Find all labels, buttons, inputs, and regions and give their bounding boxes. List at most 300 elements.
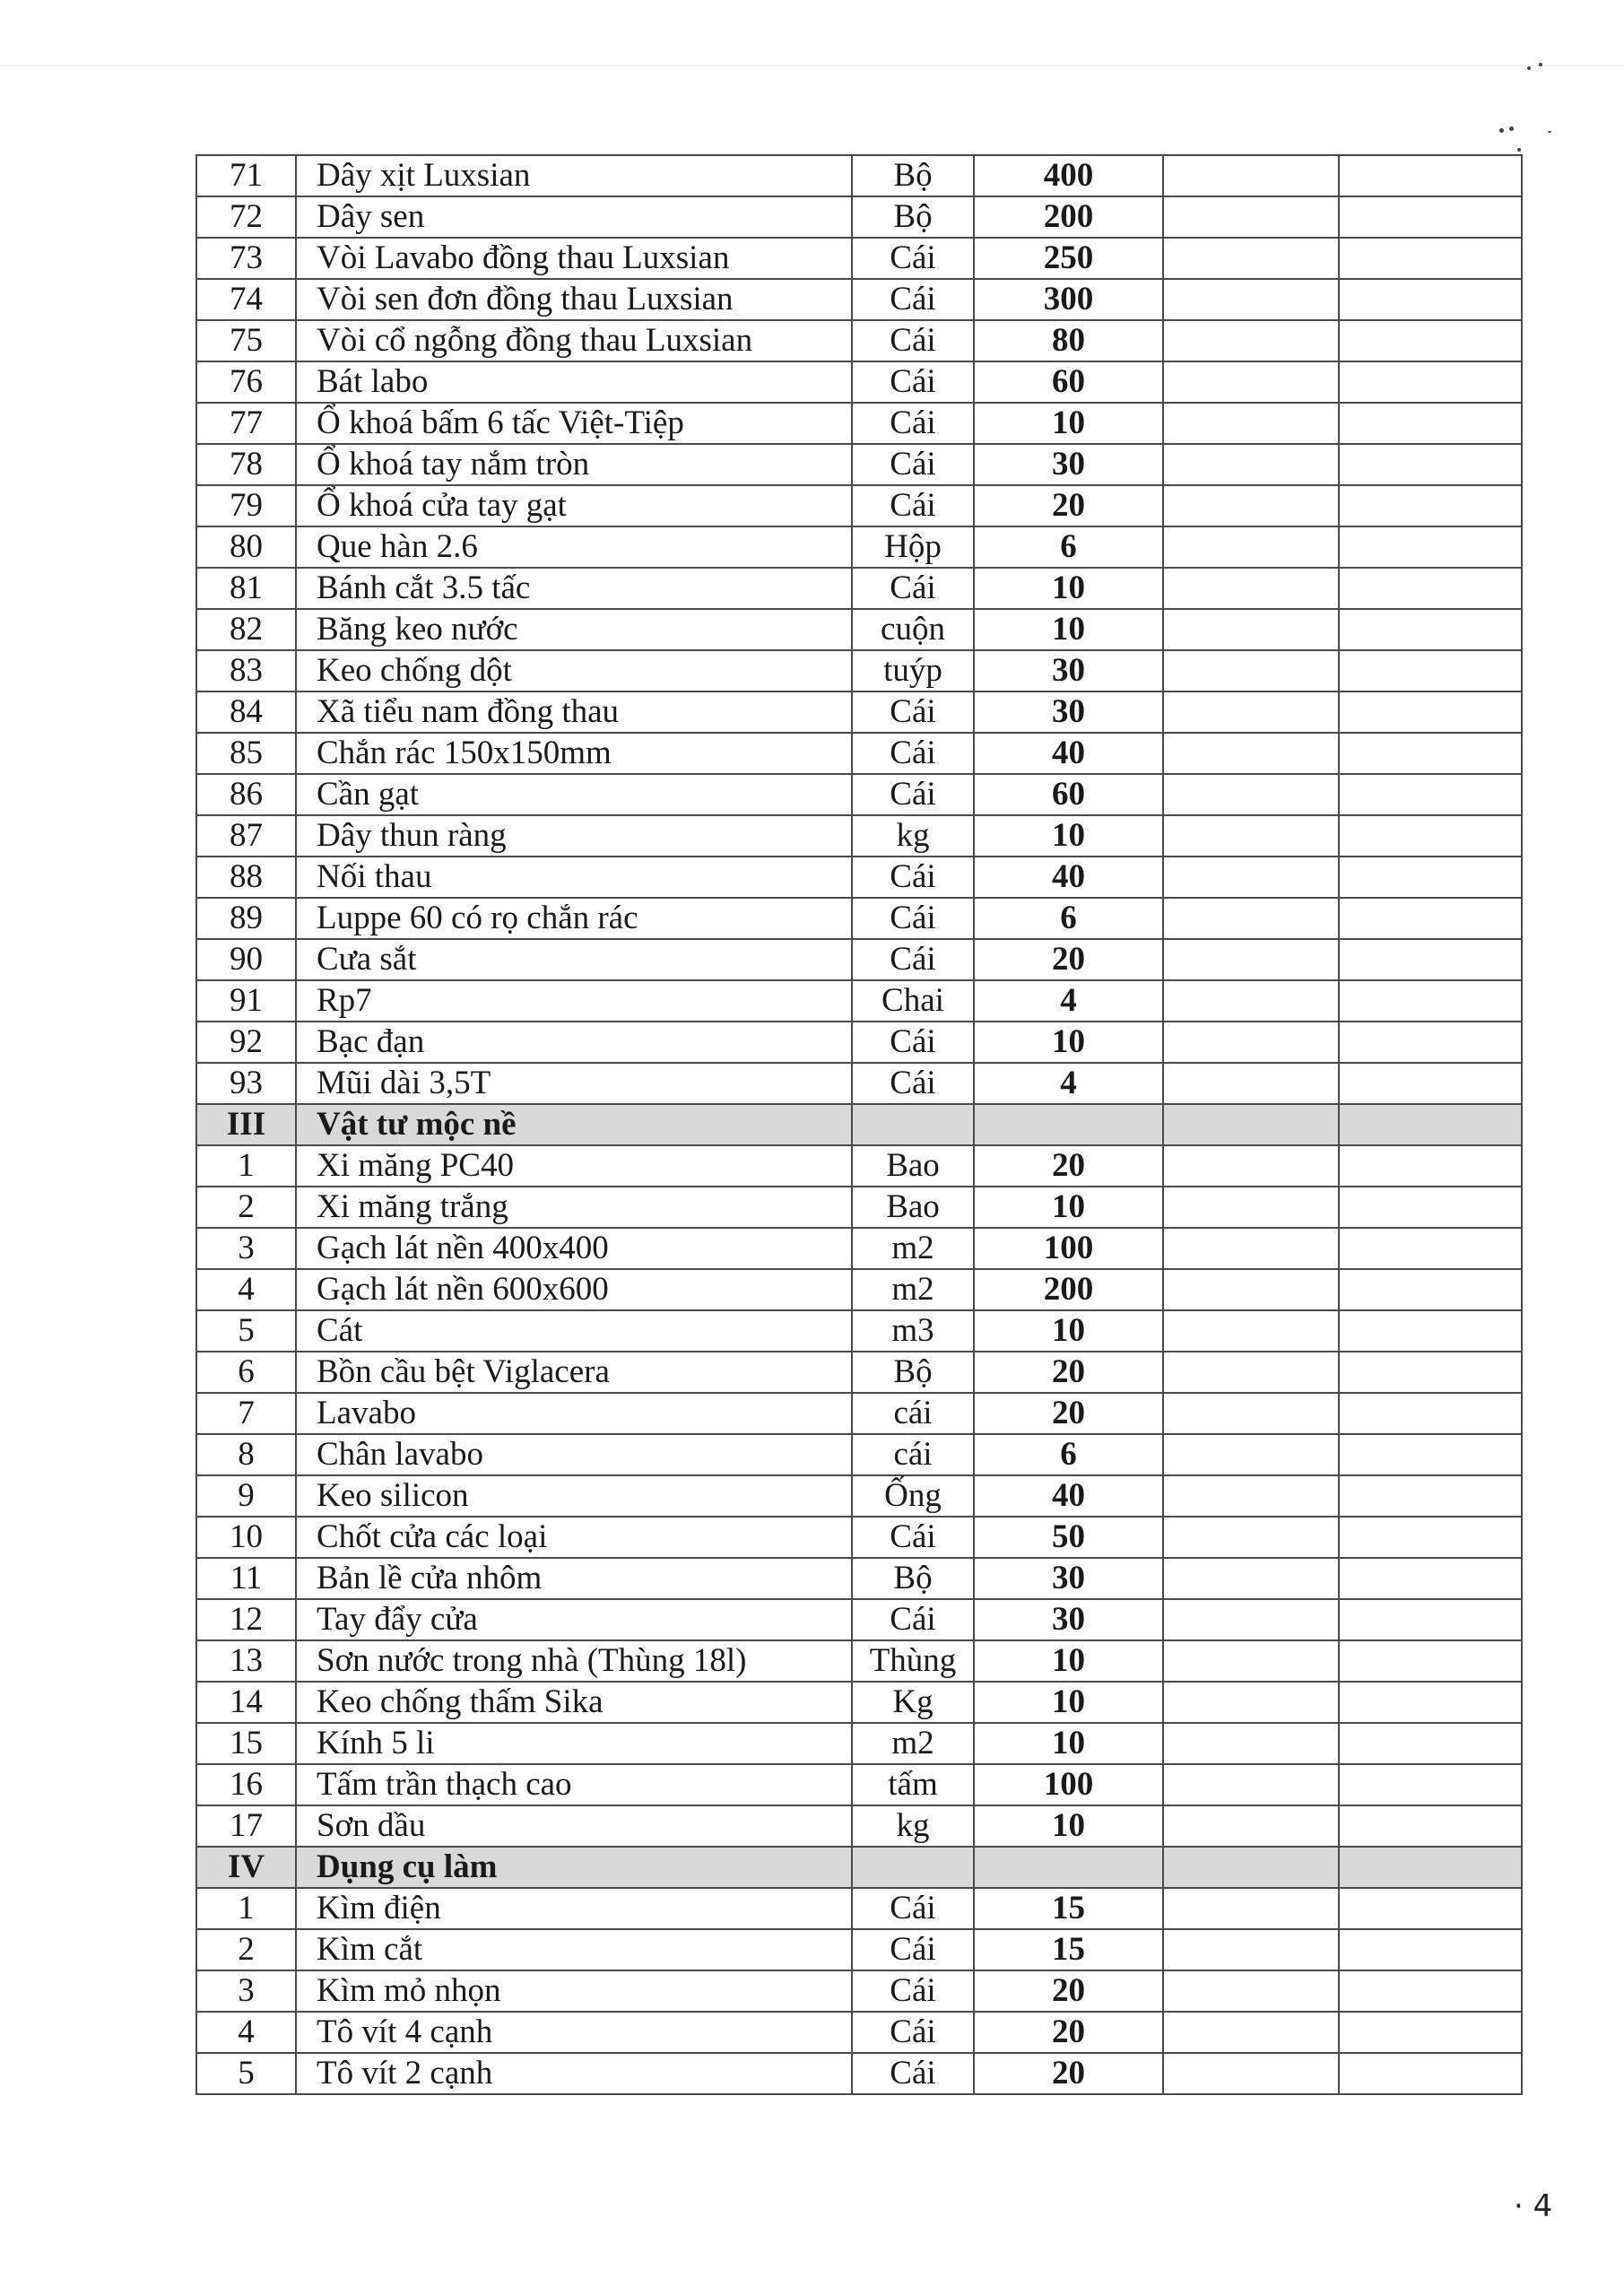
unit-cell: m3 — [852, 1310, 974, 1352]
row-number-cell: 2 — [196, 1929, 296, 1970]
table-row — [196, 361, 1522, 403]
table-row — [196, 1764, 1522, 1805]
table-row — [196, 733, 1522, 774]
table-row — [196, 1723, 1522, 1764]
unit-cell: Cái — [852, 1929, 974, 1970]
empty-cell — [1163, 857, 1339, 898]
item-name-cell: Xi măng trắng — [296, 1187, 852, 1228]
item-name-cell: Kìm mỏ nhọn — [296, 1970, 852, 2012]
item-name-cell: Cát — [296, 1310, 852, 1352]
unit-cell: Kg — [852, 1682, 974, 1723]
quantity-cell: 10 — [974, 815, 1163, 857]
item-name-cell: Tấm trần thạch cao — [296, 1764, 852, 1805]
page-number — [1514, 2188, 1552, 2224]
unit-cell: Cái — [852, 1970, 974, 2012]
empty-cell — [1339, 1888, 1522, 1929]
unit-cell: Bộ — [852, 1558, 974, 1599]
table-row — [196, 526, 1522, 568]
quantity-cell — [974, 1847, 1163, 1888]
item-name-cell: Chắn rác 150x150mm — [296, 733, 852, 774]
row-number-cell: 9 — [196, 1475, 296, 1517]
unit-cell: cuộn — [852, 609, 974, 650]
row-number-cell: 87 — [196, 815, 296, 857]
empty-cell — [1339, 444, 1522, 485]
unit-cell: kg — [852, 815, 974, 857]
row-number-cell: 12 — [196, 1599, 296, 1640]
empty-cell — [1339, 733, 1522, 774]
item-name-cell: Rp7 — [296, 980, 852, 1022]
empty-cell — [1339, 1970, 1522, 2012]
empty-cell — [1339, 609, 1522, 650]
item-name-cell: Bồn cầu bệt Viglacera — [296, 1352, 852, 1393]
item-name-cell: Dây thun ràng — [296, 815, 852, 857]
empty-cell — [1339, 196, 1522, 238]
item-name-cell: Gạch lát nền 400x400 — [296, 1228, 852, 1269]
unit-cell — [852, 1847, 974, 1888]
item-name-cell: Vòi cổ ngỗng đồng thau Luxsian — [296, 320, 852, 361]
item-name-cell: Bản lề cửa nhôm — [296, 1558, 852, 1599]
quantity-cell: 20 — [974, 2012, 1163, 2053]
row-number-cell: 91 — [196, 980, 296, 1022]
table-row — [196, 1022, 1522, 1063]
item-name-cell: Cần gạt — [296, 774, 852, 815]
quantity-cell: 20 — [974, 1145, 1163, 1187]
table-row — [196, 1558, 1522, 1599]
row-number-cell: 7 — [196, 1393, 296, 1434]
empty-cell — [1163, 196, 1339, 238]
empty-cell — [1163, 1599, 1339, 1640]
quantity-cell: 15 — [974, 1888, 1163, 1929]
empty-cell — [1339, 1599, 1522, 1640]
empty-cell — [1163, 526, 1339, 568]
empty-cell — [1163, 485, 1339, 526]
item-name-cell: Kính 5 li — [296, 1723, 852, 1764]
empty-cell — [1339, 1228, 1522, 1269]
scan-speck — [1539, 63, 1542, 66]
item-name-cell: Ổ khoá tay nắm tròn — [296, 444, 852, 485]
item-name-cell: Xã tiểu nam đồng thau — [296, 691, 852, 733]
empty-cell — [1163, 1393, 1339, 1434]
row-number-cell: 8 — [196, 1434, 296, 1475]
table-row — [196, 609, 1522, 650]
quantity-cell: 250 — [974, 238, 1163, 279]
table-row — [196, 444, 1522, 485]
row-number-cell: 81 — [196, 568, 296, 609]
table-row — [196, 196, 1522, 238]
empty-cell — [1339, 1847, 1522, 1888]
table-row — [196, 898, 1522, 939]
scan-edge-line — [0, 65, 1624, 66]
empty-cell — [1163, 1847, 1339, 1888]
quantity-cell: 10 — [974, 1682, 1163, 1723]
unit-cell: Hộp — [852, 526, 974, 568]
row-number-cell: 1 — [196, 1888, 296, 1929]
table-row — [196, 650, 1522, 691]
empty-cell — [1163, 2053, 1339, 2094]
empty-cell — [1339, 238, 1522, 279]
table-row — [196, 774, 1522, 815]
table-row — [196, 1434, 1522, 1475]
empty-cell — [1339, 361, 1522, 403]
table-row — [196, 568, 1522, 609]
unit-cell: m2 — [852, 1723, 974, 1764]
item-name-cell: Nối thau — [296, 857, 852, 898]
empty-cell — [1163, 1475, 1339, 1517]
quantity-cell: 50 — [974, 1517, 1163, 1558]
table-row — [196, 1063, 1522, 1104]
table-row — [196, 1352, 1522, 1393]
unit-cell: Cái — [852, 2012, 974, 2053]
empty-cell — [1163, 568, 1339, 609]
empty-cell — [1163, 1929, 1339, 1970]
table-row — [196, 980, 1522, 1022]
empty-cell — [1163, 939, 1339, 980]
quantity-cell: 30 — [974, 1558, 1163, 1599]
scan-speck — [1527, 66, 1531, 70]
unit-cell: cái — [852, 1393, 974, 1434]
quantity-cell: 10 — [974, 568, 1163, 609]
unit-cell: Bộ — [852, 196, 974, 238]
quantity-cell: 10 — [974, 609, 1163, 650]
item-name-cell: Vật tư mộc nề — [296, 1104, 852, 1145]
empty-cell — [1339, 155, 1522, 196]
item-name-cell: Vòi Lavabo đồng thau Luxsian — [296, 238, 852, 279]
table-row — [196, 279, 1522, 320]
empty-cell — [1339, 1434, 1522, 1475]
table-row — [196, 1228, 1522, 1269]
scan-speck — [1509, 126, 1514, 131]
empty-cell — [1339, 320, 1522, 361]
item-name-cell: Lavabo — [296, 1393, 852, 1434]
unit-cell: Cái — [852, 444, 974, 485]
empty-cell — [1163, 238, 1339, 279]
item-name-cell: Dây xịt Luxsian — [296, 155, 852, 196]
empty-cell — [1339, 2053, 1522, 2094]
quantity-cell: 30 — [974, 1599, 1163, 1640]
quantity-cell: 20 — [974, 1970, 1163, 2012]
quantity-cell: 80 — [974, 320, 1163, 361]
item-name-cell: Cưa sắt — [296, 939, 852, 980]
quantity-cell: 60 — [974, 774, 1163, 815]
unit-cell: m2 — [852, 1269, 974, 1310]
row-number-cell: 83 — [196, 650, 296, 691]
section-header-row — [196, 1104, 1522, 1145]
item-name-cell: Bánh cắt 3.5 tấc — [296, 568, 852, 609]
unit-cell: Bao — [852, 1145, 974, 1187]
empty-cell — [1163, 320, 1339, 361]
row-number-cell: 84 — [196, 691, 296, 733]
unit-cell: Cái — [852, 2053, 974, 2094]
unit-cell: kg — [852, 1805, 974, 1847]
scan-speck — [1548, 131, 1551, 133]
empty-cell — [1163, 1805, 1339, 1847]
empty-cell — [1163, 1104, 1339, 1145]
unit-cell: tuýp — [852, 650, 974, 691]
table-row — [196, 403, 1522, 444]
row-number-cell: 72 — [196, 196, 296, 238]
item-name-cell: Xi măng PC40 — [296, 1145, 852, 1187]
quantity-cell: 200 — [974, 196, 1163, 238]
item-name-cell: Dụng cụ làm — [296, 1847, 852, 1888]
row-number-cell: 11 — [196, 1558, 296, 1599]
empty-cell — [1163, 1723, 1339, 1764]
empty-cell — [1163, 1517, 1339, 1558]
empty-cell — [1339, 1682, 1522, 1723]
empty-cell — [1339, 279, 1522, 320]
empty-cell — [1163, 774, 1339, 815]
empty-cell — [1163, 2012, 1339, 2053]
unit-cell: Ống — [852, 1475, 974, 1517]
empty-cell — [1163, 444, 1339, 485]
row-number-cell: 88 — [196, 857, 296, 898]
empty-cell — [1339, 1310, 1522, 1352]
table-row — [196, 857, 1522, 898]
unit-cell: Cái — [852, 279, 974, 320]
empty-cell — [1339, 2012, 1522, 2053]
table-row — [196, 815, 1522, 857]
empty-cell — [1339, 939, 1522, 980]
row-number-cell: 89 — [196, 898, 296, 939]
unit-cell: Cái — [852, 485, 974, 526]
unit-cell: Cái — [852, 320, 974, 361]
row-number-cell: 16 — [196, 1764, 296, 1805]
empty-cell — [1163, 1310, 1339, 1352]
item-name-cell: Kìm cắt — [296, 1929, 852, 1970]
unit-cell: m2 — [852, 1228, 974, 1269]
unit-cell: Cái — [852, 1022, 974, 1063]
empty-cell — [1163, 1022, 1339, 1063]
materials-table — [195, 154, 1523, 2095]
empty-cell — [1339, 774, 1522, 815]
row-number-cell: 86 — [196, 774, 296, 815]
empty-cell — [1163, 1888, 1339, 1929]
item-name-cell: Băng keo nước — [296, 609, 852, 650]
row-number-cell: 17 — [196, 1805, 296, 1847]
quantity-cell: 6 — [974, 898, 1163, 939]
row-number-cell: 79 — [196, 485, 296, 526]
quantity-cell: 10 — [974, 1022, 1163, 1063]
quantity-cell: 20 — [974, 1393, 1163, 1434]
quantity-cell: 300 — [974, 279, 1163, 320]
quantity-cell: 200 — [974, 1269, 1163, 1310]
quantity-cell: 20 — [974, 939, 1163, 980]
item-name-cell: Bạc đạn — [296, 1022, 852, 1063]
table-row — [196, 1929, 1522, 1970]
quantity-cell: 30 — [974, 691, 1163, 733]
empty-cell — [1163, 1187, 1339, 1228]
unit-cell: Cái — [852, 691, 974, 733]
quantity-cell: 40 — [974, 733, 1163, 774]
empty-cell — [1339, 815, 1522, 857]
empty-cell — [1339, 1063, 1522, 1104]
empty-cell — [1163, 898, 1339, 939]
empty-cell — [1339, 403, 1522, 444]
empty-cell — [1339, 1187, 1522, 1228]
quantity-cell: 30 — [974, 650, 1163, 691]
empty-cell — [1339, 650, 1522, 691]
quantity-cell: 10 — [974, 1723, 1163, 1764]
table-row — [196, 1475, 1522, 1517]
empty-cell — [1339, 568, 1522, 609]
row-number-cell: IV — [196, 1847, 296, 1888]
item-name-cell: Ổ khoá bấm 6 tấc Việt-Tiệp — [296, 403, 852, 444]
page-number-value: 4 — [1533, 2188, 1553, 2224]
row-number-cell: 15 — [196, 1723, 296, 1764]
empty-cell — [1163, 1269, 1339, 1310]
table-row — [196, 320, 1522, 361]
row-number-cell: 82 — [196, 609, 296, 650]
row-number-cell: 6 — [196, 1352, 296, 1393]
empty-cell — [1163, 1228, 1339, 1269]
unit-cell: Cái — [852, 857, 974, 898]
item-name-cell: Keo chống thấm Sika — [296, 1682, 852, 1723]
table-row — [196, 1599, 1522, 1640]
item-name-cell: Tay đẩy cửa — [296, 1599, 852, 1640]
quantity-cell: 100 — [974, 1764, 1163, 1805]
materials-table-body — [196, 155, 1522, 2094]
row-number-cell: 80 — [196, 526, 296, 568]
row-number-cell: 78 — [196, 444, 296, 485]
row-number-cell: 85 — [196, 733, 296, 774]
section-header-row — [196, 1847, 1522, 1888]
table-row — [196, 691, 1522, 733]
quantity-cell: 400 — [974, 155, 1163, 196]
table-row — [196, 1310, 1522, 1352]
unit-cell: Cái — [852, 774, 974, 815]
empty-cell — [1339, 691, 1522, 733]
empty-cell — [1339, 1475, 1522, 1517]
empty-cell — [1163, 403, 1339, 444]
row-number-cell: 3 — [196, 1228, 296, 1269]
item-name-cell: Luppe 60 có rọ chắn rác — [296, 898, 852, 939]
quantity-cell: 30 — [974, 444, 1163, 485]
table-row — [196, 155, 1522, 196]
empty-cell — [1339, 980, 1522, 1022]
empty-cell — [1163, 609, 1339, 650]
quantity-cell: 40 — [974, 1475, 1163, 1517]
quantity-cell: 4 — [974, 980, 1163, 1022]
empty-cell — [1339, 1393, 1522, 1434]
empty-cell — [1339, 1640, 1522, 1682]
unit-cell: Bộ — [852, 1352, 974, 1393]
unit-cell: Cái — [852, 733, 974, 774]
empty-cell — [1339, 1805, 1522, 1847]
page-number-prefix: · — [1514, 2188, 1524, 2224]
item-name-cell: Chân lavabo — [296, 1434, 852, 1475]
item-name-cell: Sơn nước trong nhà (Thùng 18l) — [296, 1640, 852, 1682]
unit-cell — [852, 1104, 974, 1145]
item-name-cell: Tô vít 4 cạnh — [296, 2012, 852, 2053]
row-number-cell: 92 — [196, 1022, 296, 1063]
item-name-cell: Keo silicon — [296, 1475, 852, 1517]
table-row — [196, 1393, 1522, 1434]
quantity-cell: 20 — [974, 1352, 1163, 1393]
row-number-cell: 4 — [196, 2012, 296, 2053]
quantity-cell: 10 — [974, 1310, 1163, 1352]
quantity-cell: 20 — [974, 2053, 1163, 2094]
table-row — [196, 2012, 1522, 2053]
empty-cell — [1163, 1558, 1339, 1599]
scan-speck — [1499, 128, 1504, 133]
row-number-cell: 5 — [196, 2053, 296, 2094]
item-name-cell: Que hàn 2.6 — [296, 526, 852, 568]
item-name-cell: Vòi sen đơn đồng thau Luxsian — [296, 279, 852, 320]
quantity-cell: 15 — [974, 1929, 1163, 1970]
item-name-cell: Mũi dài 3,5T — [296, 1063, 852, 1104]
table-row — [196, 1269, 1522, 1310]
empty-cell — [1339, 1723, 1522, 1764]
empty-cell — [1163, 691, 1339, 733]
quantity-cell: 10 — [974, 403, 1163, 444]
empty-cell — [1163, 1970, 1339, 2012]
table-row — [196, 939, 1522, 980]
table-row — [196, 238, 1522, 279]
empty-cell — [1339, 898, 1522, 939]
empty-cell — [1339, 1022, 1522, 1063]
scan-speck — [1517, 148, 1521, 152]
row-number-cell: 4 — [196, 1269, 296, 1310]
item-name-cell: Ổ khoá cửa tay gạt — [296, 485, 852, 526]
empty-cell — [1163, 1682, 1339, 1723]
empty-cell — [1339, 1558, 1522, 1599]
quantity-cell: 6 — [974, 526, 1163, 568]
row-number-cell: 2 — [196, 1187, 296, 1228]
table-row — [196, 1517, 1522, 1558]
empty-cell — [1339, 1929, 1522, 1970]
item-name-cell: Keo chống dột — [296, 650, 852, 691]
row-number-cell: 1 — [196, 1145, 296, 1187]
quantity-cell: 6 — [974, 1434, 1163, 1475]
unit-cell: Cái — [852, 1517, 974, 1558]
unit-cell: Bộ — [852, 155, 974, 196]
table-row — [196, 1640, 1522, 1682]
row-number-cell: 74 — [196, 279, 296, 320]
item-name-cell: Bát labo — [296, 361, 852, 403]
item-name-cell: Chốt cửa các loại — [296, 1517, 852, 1558]
row-number-cell: 76 — [196, 361, 296, 403]
table-row — [196, 485, 1522, 526]
unit-cell: Cái — [852, 403, 974, 444]
empty-cell — [1163, 1063, 1339, 1104]
unit-cell: Cái — [852, 939, 974, 980]
row-number-cell: 71 — [196, 155, 296, 196]
item-name-cell: Gạch lát nền 600x600 — [296, 1269, 852, 1310]
row-number-cell: 14 — [196, 1682, 296, 1723]
quantity-cell: 10 — [974, 1640, 1163, 1682]
empty-cell — [1339, 1517, 1522, 1558]
item-name-cell: Kìm điện — [296, 1888, 852, 1929]
unit-cell: Bao — [852, 1187, 974, 1228]
unit-cell: cái — [852, 1434, 974, 1475]
table-row — [196, 1970, 1522, 2012]
row-number-cell: 73 — [196, 238, 296, 279]
row-number-cell: 75 — [196, 320, 296, 361]
empty-cell — [1163, 1145, 1339, 1187]
row-number-cell: 3 — [196, 1970, 296, 2012]
quantity-cell: 10 — [974, 1187, 1163, 1228]
quantity-cell: 20 — [974, 485, 1163, 526]
table-row — [196, 1888, 1522, 1929]
row-number-cell: 13 — [196, 1640, 296, 1682]
table-row — [196, 1187, 1522, 1228]
table-row — [196, 1145, 1522, 1187]
empty-cell — [1163, 733, 1339, 774]
empty-cell — [1163, 650, 1339, 691]
empty-cell — [1339, 1764, 1522, 1805]
empty-cell — [1339, 1145, 1522, 1187]
row-number-cell: 10 — [196, 1517, 296, 1558]
unit-cell: Cái — [852, 898, 974, 939]
